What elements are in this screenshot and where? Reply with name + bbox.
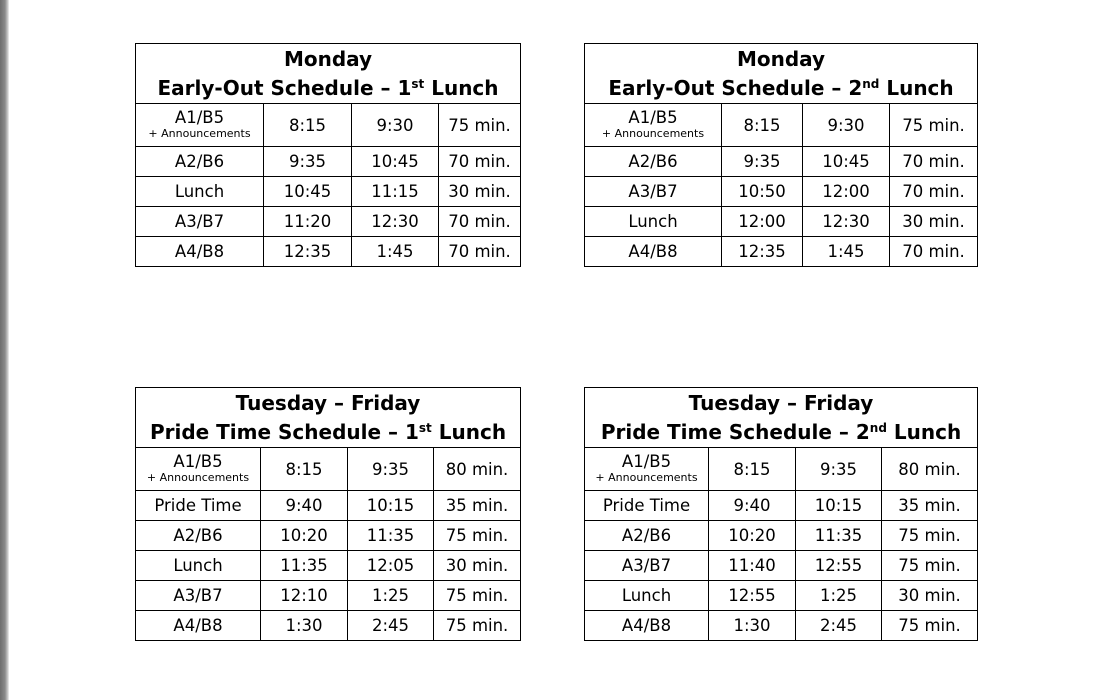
period-cell: A1/B5 + Announcements [136, 104, 264, 147]
end-time-cell: 9:35 [796, 448, 882, 491]
end-time-cell: 9:30 [352, 104, 439, 147]
duration-cell: 70 min. [439, 207, 521, 237]
duration-cell: 80 min. [882, 448, 978, 491]
table-row [136, 581, 521, 611]
period-cell: A4/B8 [585, 237, 722, 267]
end-time-cell: 10:15 [348, 491, 434, 521]
duration-cell: 75 min. [890, 104, 978, 147]
table-row [136, 177, 521, 207]
schedule-title-line2: Early-Out Schedule – 1st Lunch [157, 76, 499, 100]
duration-cell: 35 min. [882, 491, 978, 521]
schedule-title [136, 44, 521, 104]
duration-cell: 30 min. [882, 581, 978, 611]
schedule-table-pride-time-1st-lunch [135, 387, 521, 641]
period-cell: A3/B7 [136, 581, 261, 611]
end-time-cell: 12:00 [803, 177, 890, 207]
viewer-left-edge [0, 0, 9, 700]
end-time-cell: 11:35 [796, 521, 882, 551]
period-cell: Lunch [585, 207, 722, 237]
start-time-cell: 12:35 [264, 237, 352, 267]
period-cell: A3/B7 [136, 207, 264, 237]
start-time-cell: 9:40 [261, 491, 348, 521]
table-row [585, 448, 978, 491]
table-row [585, 237, 978, 267]
period-cell: A4/B8 [585, 611, 709, 641]
schedule-title-line2: Early-Out Schedule – 2nd Lunch [608, 76, 954, 100]
table-row [585, 491, 978, 521]
schedule-title [585, 388, 978, 448]
end-time-cell: 12:55 [796, 551, 882, 581]
period-cell: A1/B5 + Announcements [136, 448, 261, 491]
period-cell: A2/B6 [585, 147, 722, 177]
schedule-title-line1: Monday [283, 47, 373, 71]
period-cell: Pride Time [585, 491, 709, 521]
period-cell: A4/B8 [136, 611, 261, 641]
end-time-cell: 11:35 [348, 521, 434, 551]
period-cell: Pride Time [136, 491, 261, 521]
duration-cell: 75 min. [882, 551, 978, 581]
end-time-cell: 2:45 [796, 611, 882, 641]
end-time-cell: 10:15 [796, 491, 882, 521]
start-time-cell: 12:00 [722, 207, 803, 237]
period-cell: Lunch [136, 177, 264, 207]
start-time-cell: 8:15 [261, 448, 348, 491]
schedule-table-pride-time-2nd-lunch [584, 387, 978, 641]
period-cell: A3/B7 [585, 177, 722, 207]
duration-cell: 75 min. [434, 521, 521, 551]
end-time-cell: 11:15 [352, 177, 439, 207]
period-cell: Lunch [136, 551, 261, 581]
table-row [585, 521, 978, 551]
start-time-cell: 8:15 [722, 104, 803, 147]
start-time-cell: 10:20 [709, 521, 796, 551]
start-time-cell: 1:30 [261, 611, 348, 641]
period-cell: Lunch [585, 581, 709, 611]
start-time-cell: 8:15 [709, 448, 796, 491]
table-row [136, 147, 521, 177]
end-time-cell: 1:45 [803, 237, 890, 267]
start-time-cell: 12:35 [722, 237, 803, 267]
table-row [136, 611, 521, 641]
duration-cell: 80 min. [434, 448, 521, 491]
duration-cell: 75 min. [882, 611, 978, 641]
table-row [136, 521, 521, 551]
start-time-cell: 8:15 [264, 104, 352, 147]
duration-cell: 30 min. [890, 207, 978, 237]
announcements-note: + Announcements [146, 471, 250, 484]
start-time-cell: 12:10 [261, 581, 348, 611]
schedule-table-monday-2nd-lunch [584, 43, 978, 267]
table-row [136, 207, 521, 237]
end-time-cell: 1:25 [796, 581, 882, 611]
period-cell: A1/B5 + Announcements [585, 104, 722, 147]
announcements-note: + Announcements [595, 471, 698, 484]
table-row [585, 177, 978, 207]
schedule-title-line1: Tuesday – Friday [235, 391, 421, 415]
table-row [585, 551, 978, 581]
end-time-cell: 12:05 [348, 551, 434, 581]
duration-cell: 70 min. [890, 147, 978, 177]
duration-cell: 75 min. [882, 521, 978, 551]
start-time-cell: 11:35 [261, 551, 348, 581]
table-row [136, 237, 521, 267]
schedule-title [585, 44, 978, 104]
table-row [585, 611, 978, 641]
announcements-note: + Announcements [148, 127, 251, 140]
start-time-cell: 12:55 [709, 581, 796, 611]
start-time-cell: 9:40 [709, 491, 796, 521]
schedule-title-line1: Monday [736, 47, 826, 71]
start-time-cell: 10:50 [722, 177, 803, 207]
duration-cell: 70 min. [439, 237, 521, 267]
end-time-cell: 9:35 [348, 448, 434, 491]
table-row [136, 551, 521, 581]
table-row [136, 448, 521, 491]
start-time-cell: 11:20 [264, 207, 352, 237]
duration-cell: 30 min. [439, 177, 521, 207]
end-time-cell: 1:25 [348, 581, 434, 611]
period-cell: A2/B6 [136, 147, 264, 177]
start-time-cell: 11:40 [709, 551, 796, 581]
period-cell: A1/B5 + Announcements [585, 448, 709, 491]
schedule-title-line1: Tuesday – Friday [688, 391, 874, 415]
announcements-note: + Announcements [601, 127, 705, 140]
duration-cell: 30 min. [434, 551, 521, 581]
period-cell: A2/B6 [585, 521, 709, 551]
start-time-cell: 10:20 [261, 521, 348, 551]
duration-cell: 75 min. [434, 581, 521, 611]
end-time-cell: 10:45 [803, 147, 890, 177]
table-row [585, 104, 978, 147]
schedule-title [136, 388, 521, 448]
period-cell: A4/B8 [136, 237, 264, 267]
start-time-cell: 9:35 [264, 147, 352, 177]
table-row [585, 581, 978, 611]
end-time-cell: 2:45 [348, 611, 434, 641]
end-time-cell: 12:30 [352, 207, 439, 237]
period-cell: A3/B7 [585, 551, 709, 581]
duration-cell: 75 min. [439, 104, 521, 147]
duration-cell: 70 min. [439, 147, 521, 177]
start-time-cell: 1:30 [709, 611, 796, 641]
end-time-cell: 9:30 [803, 104, 890, 147]
duration-cell: 70 min. [890, 237, 978, 267]
schedule-title-line2: Pride Time Schedule – 2nd Lunch [600, 420, 962, 444]
table-row [585, 207, 978, 237]
end-time-cell: 12:30 [803, 207, 890, 237]
schedule-table-monday-1st-lunch [135, 43, 521, 267]
table-row [585, 147, 978, 177]
duration-cell: 35 min. [434, 491, 521, 521]
start-time-cell: 10:45 [264, 177, 352, 207]
end-time-cell: 10:45 [352, 147, 439, 177]
start-time-cell: 9:35 [722, 147, 803, 177]
end-time-cell: 1:45 [352, 237, 439, 267]
table-row [136, 104, 521, 147]
period-cell: A2/B6 [136, 521, 261, 551]
duration-cell: 75 min. [434, 611, 521, 641]
schedule-title-line2: Pride Time Schedule – 1st Lunch [149, 420, 507, 444]
duration-cell: 70 min. [890, 177, 978, 207]
table-row [136, 491, 521, 521]
